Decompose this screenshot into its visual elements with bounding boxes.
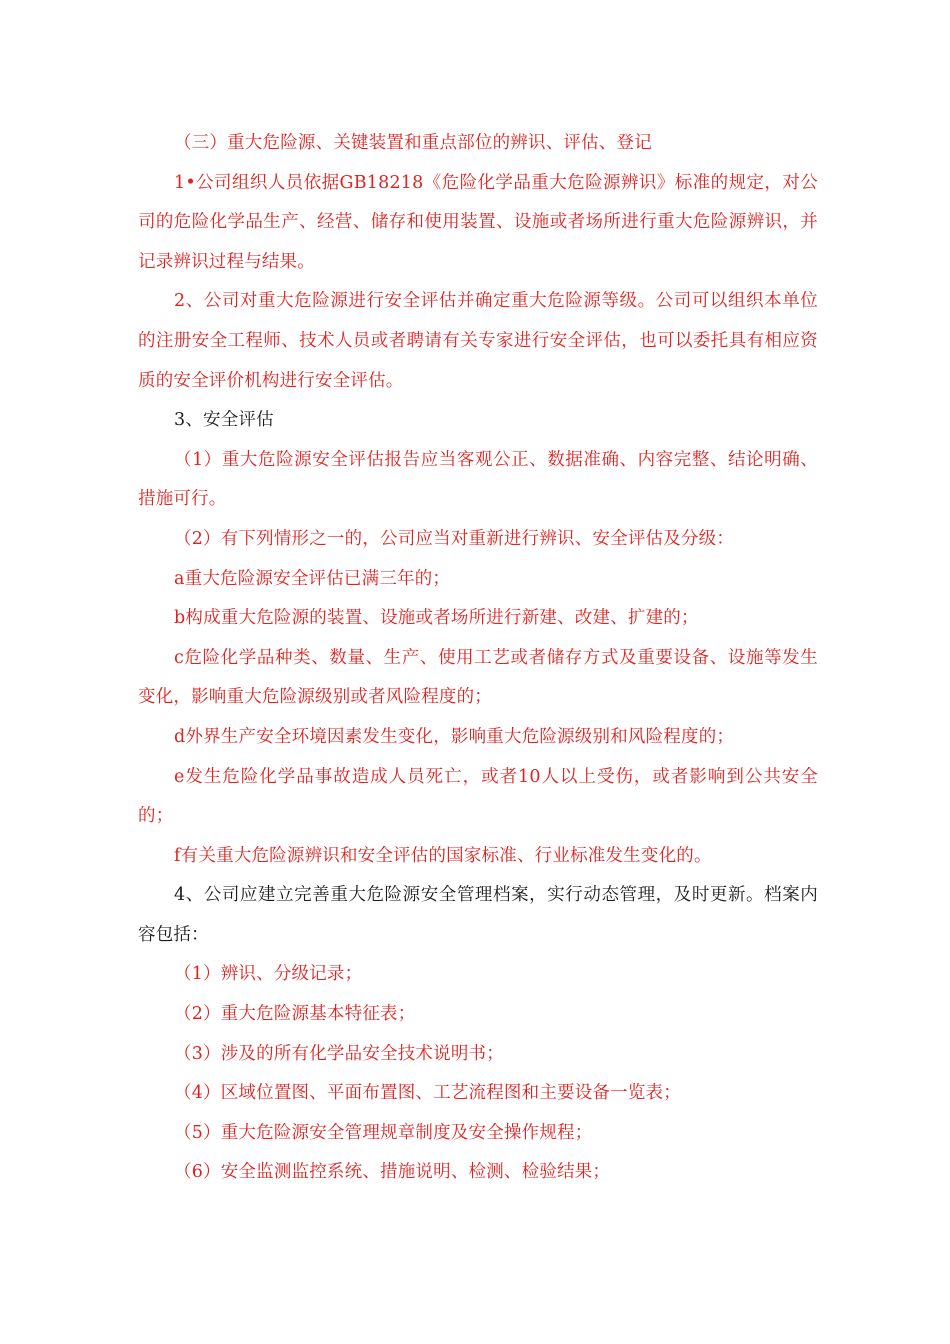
document-body (138, 124, 818, 1193)
archive-item-3: （3）涉及的所有化学品安全技术说明书； (174, 1043, 504, 1064)
section-heading: （三）重大危险源、关键装置和重点部位的辨识、评估、登记 (174, 133, 652, 153)
paragraph-item-3-heading: 3、安全评估 (174, 410, 274, 431)
archive-item-1: （1）辨识、分级记录； (174, 964, 363, 985)
list-item-a: a重大危险源安全评估已满三年的； (174, 568, 451, 589)
archive-item-2: （2）重大危险源基本特征表； (174, 1004, 416, 1025)
paragraph-sub-1: （1）重大危险源安全评估报告应当客观公正、数据准确、内容完整、结论明确、措施可行。 (138, 449, 818, 510)
archive-item-4: （4）区域位置图、平面布置图、工艺流程图和主要设备一览表； (174, 1083, 681, 1104)
list-item-c: c危险化学品种类、数量、生产、使用工艺或者储存方式及重要设备、设施等发生变化，影响重大危险源级别或者风险程度的； (138, 647, 818, 708)
paragraph-item-1: 1•公司组织人员依据GB18218《危险化学品重大危险源辨识》标准的规定，对公司的危险化学品生产、经营、储存和使用装置、设施或者场所进行重大危险源辨识，并记录辨识过程与结果。 (138, 172, 818, 272)
archive-item-6: （6）安全监测监控系统、措施说明、检测、检验结果； (174, 1162, 611, 1183)
list-item-d: d外界生产安全环境因素发生变化，影响重大危险源级别和风险程度的； (174, 726, 735, 747)
list-item-b: b构成重大危险源的装置、设施或者场所进行新建、改建、扩建的； (174, 608, 699, 629)
paragraph-item-4: 4、公司应建立完善重大危险源安全管理档案，实行动态管理，及时更新。档案内容包括： (138, 885, 818, 945)
archive-item-5: （5）重大危险源安全管理规章制度及安全操作规程； (174, 1122, 593, 1143)
list-item-e: e发生危险化学品事故造成人员死亡，或者10人以上受伤，或者影响到公共安全的； (138, 766, 818, 827)
list-item-f: f有关重大危险源辨识和安全评估的国家标准、行业标准发生变化的。 (174, 845, 712, 866)
paragraph-item-2: 2、公司对重大危险源进行安全评估并确定重大危险源等级。公司可以组织本单位的注册安全工程师、技术人员或者聘请有关专家进行安全评估，也可以委托具有相应资质的安全评价机构进行安全评估。 (138, 291, 818, 391)
paragraph-sub-2: （2）有下列情形之一的，公司应当对重新进行辨识、安全评估及分级： (174, 528, 735, 549)
